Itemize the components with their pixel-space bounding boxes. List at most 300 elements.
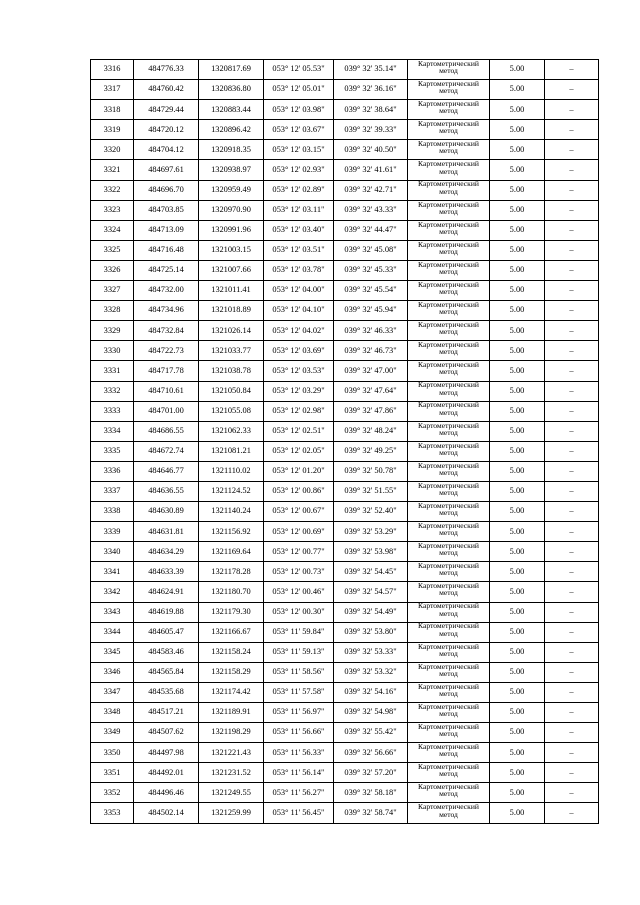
longitude-cell: 039° 32' 53.98" xyxy=(334,542,408,562)
table-row xyxy=(91,140,599,160)
note-cell: – xyxy=(545,602,599,622)
point-number-cell: 3348 xyxy=(91,703,134,723)
y-coordinate-cell: 1321038.78 xyxy=(199,361,264,381)
longitude-cell: 039° 32' 48.24" xyxy=(334,421,408,441)
latitude-cell: 053° 12' 03.15" xyxy=(264,140,334,160)
latitude-cell: 053° 12' 02.05" xyxy=(264,441,334,461)
x-coordinate-cell: 484624.91 xyxy=(134,582,199,602)
y-coordinate-cell: 1321221.43 xyxy=(199,743,264,763)
table-row xyxy=(91,361,599,381)
method-text: Картометрический метод xyxy=(418,481,479,498)
method-cell xyxy=(408,602,490,622)
method-cell xyxy=(408,622,490,642)
note-cell: – xyxy=(545,60,599,80)
method-text: Картометрический метод xyxy=(418,561,479,578)
accuracy-cell: 5.00 xyxy=(490,240,545,260)
latitude-cell: 053° 11' 56.33" xyxy=(264,743,334,763)
latitude-cell: 053° 12' 00.67" xyxy=(264,502,334,522)
x-coordinate-cell: 484502.14 xyxy=(134,803,199,823)
method-text: Картометрический метод xyxy=(418,421,479,437)
y-coordinate-cell: 1321169.64 xyxy=(199,542,264,562)
method-text: Картометрический метод xyxy=(418,220,479,236)
y-coordinate-cell: 1321033.77 xyxy=(199,341,264,361)
point-number-cell: 3319 xyxy=(91,120,134,140)
accuracy-cell: 5.00 xyxy=(490,421,545,441)
accuracy-cell: 5.00 xyxy=(490,642,545,662)
table-row xyxy=(91,100,599,120)
method-text: Картометрический метод xyxy=(418,581,479,598)
longitude-cell: 039° 32' 53.80" xyxy=(334,622,408,642)
method-cell xyxy=(408,783,490,803)
y-coordinate-cell: 1321062.33 xyxy=(199,421,264,441)
method-text: Картометрический метод xyxy=(418,501,479,518)
method-cell xyxy=(408,321,490,341)
y-coordinate-cell: 1321174.42 xyxy=(199,682,264,702)
method-text: Картометрический метод xyxy=(418,782,479,799)
y-coordinate-cell: 1321018.89 xyxy=(199,301,264,321)
point-number-cell: 3327 xyxy=(91,281,134,301)
accuracy-cell: 5.00 xyxy=(490,783,545,803)
method-cell xyxy=(408,341,490,361)
table-row xyxy=(91,220,599,240)
method-cell xyxy=(408,100,490,120)
table-row xyxy=(91,602,599,622)
y-coordinate-cell: 1320918.35 xyxy=(199,140,264,160)
y-coordinate-cell: 1320896.42 xyxy=(199,120,264,140)
point-number-cell: 3316 xyxy=(91,60,134,80)
accuracy-cell: 5.00 xyxy=(490,361,545,381)
y-coordinate-cell: 1321180.70 xyxy=(199,582,264,602)
table-row xyxy=(91,401,599,421)
method-cell xyxy=(408,240,490,260)
method-text: Картометрический метод xyxy=(418,682,479,698)
latitude-cell: 053° 12' 03.78" xyxy=(264,260,334,280)
accuracy-cell: 5.00 xyxy=(490,281,545,301)
method-cell xyxy=(408,642,490,662)
longitude-cell: 039° 32' 50.78" xyxy=(334,461,408,481)
longitude-cell: 039° 32' 46.33" xyxy=(334,321,408,341)
method-text: Картометрический метод xyxy=(418,320,479,337)
latitude-cell: 053° 12' 00.77" xyxy=(264,542,334,562)
x-coordinate-cell: 484631.81 xyxy=(134,522,199,542)
method-cell xyxy=(408,361,490,381)
note-cell: – xyxy=(545,582,599,602)
x-coordinate-cell: 484646.77 xyxy=(134,461,199,481)
longitude-cell: 039° 32' 58.74" xyxy=(334,803,408,823)
accuracy-cell: 5.00 xyxy=(490,140,545,160)
note-cell: – xyxy=(545,723,599,743)
point-number-cell: 3342 xyxy=(91,582,134,602)
method-text: Картометрический метод xyxy=(418,360,479,377)
longitude-cell: 039° 32' 54.57" xyxy=(334,582,408,602)
accuracy-cell: 5.00 xyxy=(490,301,545,321)
note-cell: – xyxy=(545,240,599,260)
method-cell xyxy=(408,160,490,180)
x-coordinate-cell: 484496.46 xyxy=(134,783,199,803)
longitude-cell: 039° 32' 44.47" xyxy=(334,220,408,240)
accuracy-cell: 5.00 xyxy=(490,723,545,743)
x-coordinate-cell: 484734.96 xyxy=(134,301,199,321)
note-cell: – xyxy=(545,783,599,803)
longitude-cell: 039° 32' 40.50" xyxy=(334,140,408,160)
table-row xyxy=(91,723,599,743)
y-coordinate-cell: 1321156.92 xyxy=(199,522,264,542)
longitude-cell: 039° 32' 53.29" xyxy=(334,522,408,542)
method-cell xyxy=(408,481,490,501)
table-row xyxy=(91,662,599,682)
point-number-cell: 3318 xyxy=(91,100,134,120)
longitude-cell: 039° 32' 39.33" xyxy=(334,120,408,140)
y-coordinate-cell: 1321158.24 xyxy=(199,642,264,662)
point-number-cell: 3337 xyxy=(91,481,134,501)
method-text: Картометрический метод xyxy=(418,139,479,156)
method-text: Картометрический метод xyxy=(418,762,479,779)
x-coordinate-cell: 484722.73 xyxy=(134,341,199,361)
latitude-cell: 053° 11' 59.84" xyxy=(264,622,334,642)
method-cell xyxy=(408,200,490,220)
y-coordinate-cell: 1321178.28 xyxy=(199,562,264,582)
note-cell: – xyxy=(545,120,599,140)
method-cell xyxy=(408,120,490,140)
note-cell: – xyxy=(545,461,599,481)
method-text: Картометрический метод xyxy=(418,401,479,417)
note-cell: – xyxy=(545,160,599,180)
method-text: Картометрический метод xyxy=(418,722,479,739)
x-coordinate-cell: 484710.61 xyxy=(134,381,199,401)
point-number-cell: 3351 xyxy=(91,763,134,783)
longitude-cell: 039° 32' 47.86" xyxy=(334,401,408,421)
note-cell: – xyxy=(545,321,599,341)
x-coordinate-cell: 484720.12 xyxy=(134,120,199,140)
x-coordinate-cell: 484729.44 xyxy=(134,100,199,120)
table-row xyxy=(91,120,599,140)
x-coordinate-cell: 484535.68 xyxy=(134,682,199,702)
accuracy-cell: 5.00 xyxy=(490,522,545,542)
note-cell: – xyxy=(545,642,599,662)
x-coordinate-cell: 484565.84 xyxy=(134,662,199,682)
x-coordinate-cell: 484696.70 xyxy=(134,180,199,200)
table-row xyxy=(91,703,599,723)
x-coordinate-cell: 484717.78 xyxy=(134,361,199,381)
accuracy-cell: 5.00 xyxy=(490,80,545,100)
method-cell xyxy=(408,582,490,602)
point-number-cell: 3325 xyxy=(91,240,134,260)
note-cell: – xyxy=(545,481,599,501)
method-text: Картометрический метод xyxy=(418,642,479,658)
y-coordinate-cell: 1321124.52 xyxy=(199,481,264,501)
longitude-cell: 039° 32' 38.64" xyxy=(334,100,408,120)
latitude-cell: 053° 12' 00.46" xyxy=(264,582,334,602)
latitude-cell: 053° 11' 56.66" xyxy=(264,723,334,743)
latitude-cell: 053° 12' 05.01" xyxy=(264,80,334,100)
point-number-cell: 3349 xyxy=(91,723,134,743)
x-coordinate-cell: 484497.98 xyxy=(134,743,199,763)
longitude-cell: 039° 32' 35.14" xyxy=(334,60,408,80)
point-number-cell: 3347 xyxy=(91,682,134,702)
y-coordinate-cell: 1320970.90 xyxy=(199,200,264,220)
accuracy-cell: 5.00 xyxy=(490,703,545,723)
point-number-cell: 3336 xyxy=(91,461,134,481)
accuracy-cell: 5.00 xyxy=(490,441,545,461)
table-row xyxy=(91,542,599,562)
method-text: Картометрический метод xyxy=(418,240,479,256)
note-cell: – xyxy=(545,703,599,723)
note-cell: – xyxy=(545,260,599,280)
y-coordinate-cell: 1321231.52 xyxy=(199,763,264,783)
method-text: Картометрический метод xyxy=(418,260,479,276)
method-cell xyxy=(408,260,490,280)
accuracy-cell: 5.00 xyxy=(490,220,545,240)
longitude-cell: 039° 32' 53.32" xyxy=(334,662,408,682)
note-cell: – xyxy=(545,743,599,763)
note-cell: – xyxy=(545,522,599,542)
method-text: Картометрический метод xyxy=(418,541,479,558)
longitude-cell: 039° 32' 49.25" xyxy=(334,441,408,461)
method-text: Картометрический метод xyxy=(418,300,479,317)
y-coordinate-cell: 1320817.69 xyxy=(199,60,264,80)
accuracy-cell: 5.00 xyxy=(490,321,545,341)
accuracy-cell: 5.00 xyxy=(490,502,545,522)
x-coordinate-cell: 484701.00 xyxy=(134,401,199,421)
point-number-cell: 3353 xyxy=(91,803,134,823)
point-number-cell: 3326 xyxy=(91,260,134,280)
method-text: Картометрический метод xyxy=(418,441,479,457)
latitude-cell: 053° 12' 04.10" xyxy=(264,301,334,321)
point-number-cell: 3329 xyxy=(91,321,134,341)
method-cell xyxy=(408,441,490,461)
note-cell: – xyxy=(545,542,599,562)
table-row xyxy=(91,461,599,481)
latitude-cell: 053° 11' 57.58" xyxy=(264,682,334,702)
note-cell: – xyxy=(545,301,599,321)
table-row xyxy=(91,200,599,220)
y-coordinate-cell: 1321198.29 xyxy=(199,723,264,743)
latitude-cell: 053° 12' 00.73" xyxy=(264,562,334,582)
point-number-cell: 3346 xyxy=(91,662,134,682)
method-cell xyxy=(408,662,490,682)
longitude-cell: 039° 32' 45.54" xyxy=(334,281,408,301)
method-cell xyxy=(408,60,490,80)
note-cell: – xyxy=(545,562,599,582)
method-text: Картометрический метод xyxy=(418,521,479,538)
note-cell: – xyxy=(545,220,599,240)
latitude-cell: 053° 12' 05.53" xyxy=(264,60,334,80)
point-number-cell: 3334 xyxy=(91,421,134,441)
method-text: Картометрический метод xyxy=(418,119,479,136)
latitude-cell: 053° 12' 04.02" xyxy=(264,321,334,341)
method-cell xyxy=(408,281,490,301)
x-coordinate-cell: 484636.55 xyxy=(134,481,199,501)
accuracy-cell: 5.00 xyxy=(490,200,545,220)
method-cell xyxy=(408,743,490,763)
accuracy-cell: 5.00 xyxy=(490,481,545,501)
y-coordinate-cell: 1321179.30 xyxy=(199,602,264,622)
table-row xyxy=(91,60,599,80)
latitude-cell: 053° 11' 56.97" xyxy=(264,703,334,723)
longitude-cell: 039° 32' 54.16" xyxy=(334,682,408,702)
method-cell xyxy=(408,542,490,562)
method-cell xyxy=(408,220,490,240)
accuracy-cell: 5.00 xyxy=(490,381,545,401)
table-row xyxy=(91,260,599,280)
table-body xyxy=(91,60,599,824)
method-text: Картометрический метод xyxy=(418,461,479,477)
longitude-cell: 039° 32' 54.49" xyxy=(334,602,408,622)
x-coordinate-cell: 484776.33 xyxy=(134,60,199,80)
longitude-cell: 039° 32' 45.08" xyxy=(334,240,408,260)
accuracy-cell: 5.00 xyxy=(490,622,545,642)
accuracy-cell: 5.00 xyxy=(490,401,545,421)
latitude-cell: 053° 12' 02.98" xyxy=(264,401,334,421)
accuracy-cell: 5.00 xyxy=(490,60,545,80)
latitude-cell: 053° 12' 01.20" xyxy=(264,461,334,481)
longitude-cell: 039° 32' 45.33" xyxy=(334,260,408,280)
method-cell xyxy=(408,522,490,542)
x-coordinate-cell: 484732.84 xyxy=(134,321,199,341)
accuracy-cell: 5.00 xyxy=(490,682,545,702)
note-cell: – xyxy=(545,180,599,200)
x-coordinate-cell: 484732.00 xyxy=(134,281,199,301)
latitude-cell: 053° 12' 03.11" xyxy=(264,200,334,220)
latitude-cell: 053° 12' 00.86" xyxy=(264,481,334,501)
table-row xyxy=(91,160,599,180)
y-coordinate-cell: 1321140.24 xyxy=(199,502,264,522)
accuracy-cell: 5.00 xyxy=(490,542,545,562)
note-cell: – xyxy=(545,622,599,642)
table-row xyxy=(91,180,599,200)
point-number-cell: 3345 xyxy=(91,642,134,662)
latitude-cell: 053° 12' 03.98" xyxy=(264,100,334,120)
latitude-cell: 053° 11' 56.14" xyxy=(264,763,334,783)
accuracy-cell: 5.00 xyxy=(490,602,545,622)
table-row xyxy=(91,682,599,702)
point-number-cell: 3332 xyxy=(91,381,134,401)
longitude-cell: 039° 32' 47.00" xyxy=(334,361,408,381)
accuracy-cell: 5.00 xyxy=(490,763,545,783)
note-cell: – xyxy=(545,381,599,401)
table-row xyxy=(91,502,599,522)
point-number-cell: 3338 xyxy=(91,502,134,522)
table-row xyxy=(91,321,599,341)
accuracy-cell: 5.00 xyxy=(490,180,545,200)
y-coordinate-cell: 1321081.21 xyxy=(199,441,264,461)
y-coordinate-cell: 1321189.91 xyxy=(199,703,264,723)
note-cell: – xyxy=(545,763,599,783)
table-row xyxy=(91,441,599,461)
x-coordinate-cell: 484725.14 xyxy=(134,260,199,280)
x-coordinate-cell: 484634.29 xyxy=(134,542,199,562)
method-text: Картометрический метод xyxy=(418,662,479,678)
method-text: Картометрический метод xyxy=(418,742,479,759)
accuracy-cell: 5.00 xyxy=(490,341,545,361)
latitude-cell: 053° 12' 03.51" xyxy=(264,240,334,260)
table-row xyxy=(91,743,599,763)
point-number-cell: 3333 xyxy=(91,401,134,421)
x-coordinate-cell: 484713.09 xyxy=(134,220,199,240)
table-row xyxy=(91,522,599,542)
longitude-cell: 039° 32' 53.33" xyxy=(334,642,408,662)
point-number-cell: 3324 xyxy=(91,220,134,240)
table-row xyxy=(91,481,599,501)
note-cell: – xyxy=(545,200,599,220)
latitude-cell: 053° 12' 04.00" xyxy=(264,281,334,301)
method-text: Картометрический метод xyxy=(418,802,479,819)
point-number-cell: 3335 xyxy=(91,441,134,461)
method-cell xyxy=(408,723,490,743)
y-coordinate-cell: 1321158.29 xyxy=(199,662,264,682)
y-coordinate-cell: 1321166.67 xyxy=(199,622,264,642)
method-text: Картометрический метод xyxy=(418,159,479,176)
y-coordinate-cell: 1321050.84 xyxy=(199,381,264,401)
method-cell xyxy=(408,80,490,100)
table-row xyxy=(91,341,599,361)
y-coordinate-cell: 1320883.44 xyxy=(199,100,264,120)
method-text: Картометрический метод xyxy=(418,180,479,196)
method-text: Картометрический метод xyxy=(418,280,479,297)
note-cell: – xyxy=(545,361,599,381)
table-row xyxy=(91,562,599,582)
method-cell xyxy=(408,562,490,582)
longitude-cell: 039° 32' 57.20" xyxy=(334,763,408,783)
x-coordinate-cell: 484697.61 xyxy=(134,160,199,180)
x-coordinate-cell: 484492.01 xyxy=(134,763,199,783)
latitude-cell: 053° 11' 56.45" xyxy=(264,803,334,823)
method-text: Картометрический метод xyxy=(418,602,479,618)
latitude-cell: 053° 12' 03.69" xyxy=(264,341,334,361)
note-cell: – xyxy=(545,140,599,160)
latitude-cell: 053° 11' 56.27" xyxy=(264,783,334,803)
note-cell: – xyxy=(545,502,599,522)
method-cell xyxy=(408,763,490,783)
longitude-cell: 039° 32' 47.64" xyxy=(334,381,408,401)
accuracy-cell: 5.00 xyxy=(490,743,545,763)
latitude-cell: 053° 12' 03.29" xyxy=(264,381,334,401)
y-coordinate-cell: 1321026.14 xyxy=(199,321,264,341)
latitude-cell: 053° 12' 00.69" xyxy=(264,522,334,542)
y-coordinate-cell: 1321259.99 xyxy=(199,803,264,823)
x-coordinate-cell: 484630.89 xyxy=(134,502,199,522)
coordinates-sheet xyxy=(90,59,598,824)
point-number-cell: 3343 xyxy=(91,602,134,622)
method-cell xyxy=(408,682,490,702)
table-row xyxy=(91,803,599,823)
x-coordinate-cell: 484704.12 xyxy=(134,140,199,160)
note-cell: – xyxy=(545,341,599,361)
latitude-cell: 053° 11' 59.13" xyxy=(264,642,334,662)
x-coordinate-cell: 484686.55 xyxy=(134,421,199,441)
method-text: Картометрический метод xyxy=(418,622,479,638)
longitude-cell: 039° 32' 58.18" xyxy=(334,783,408,803)
point-number-cell: 3317 xyxy=(91,80,134,100)
accuracy-cell: 5.00 xyxy=(490,160,545,180)
x-coordinate-cell: 484716.48 xyxy=(134,240,199,260)
longitude-cell: 039° 32' 51.55" xyxy=(334,481,408,501)
table-row xyxy=(91,783,599,803)
point-number-cell: 3330 xyxy=(91,341,134,361)
method-text: Картометрический метод xyxy=(418,200,479,216)
table-row xyxy=(91,381,599,401)
method-text: Картометрический метод xyxy=(418,99,479,116)
method-text: Картометрический метод xyxy=(418,59,479,76)
method-cell xyxy=(408,301,490,321)
x-coordinate-cell: 484507.62 xyxy=(134,723,199,743)
latitude-cell: 053° 12' 03.53" xyxy=(264,361,334,381)
method-cell xyxy=(408,803,490,823)
note-cell: – xyxy=(545,662,599,682)
y-coordinate-cell: 1321007.66 xyxy=(199,260,264,280)
note-cell: – xyxy=(545,100,599,120)
longitude-cell: 039° 32' 42.71" xyxy=(334,180,408,200)
